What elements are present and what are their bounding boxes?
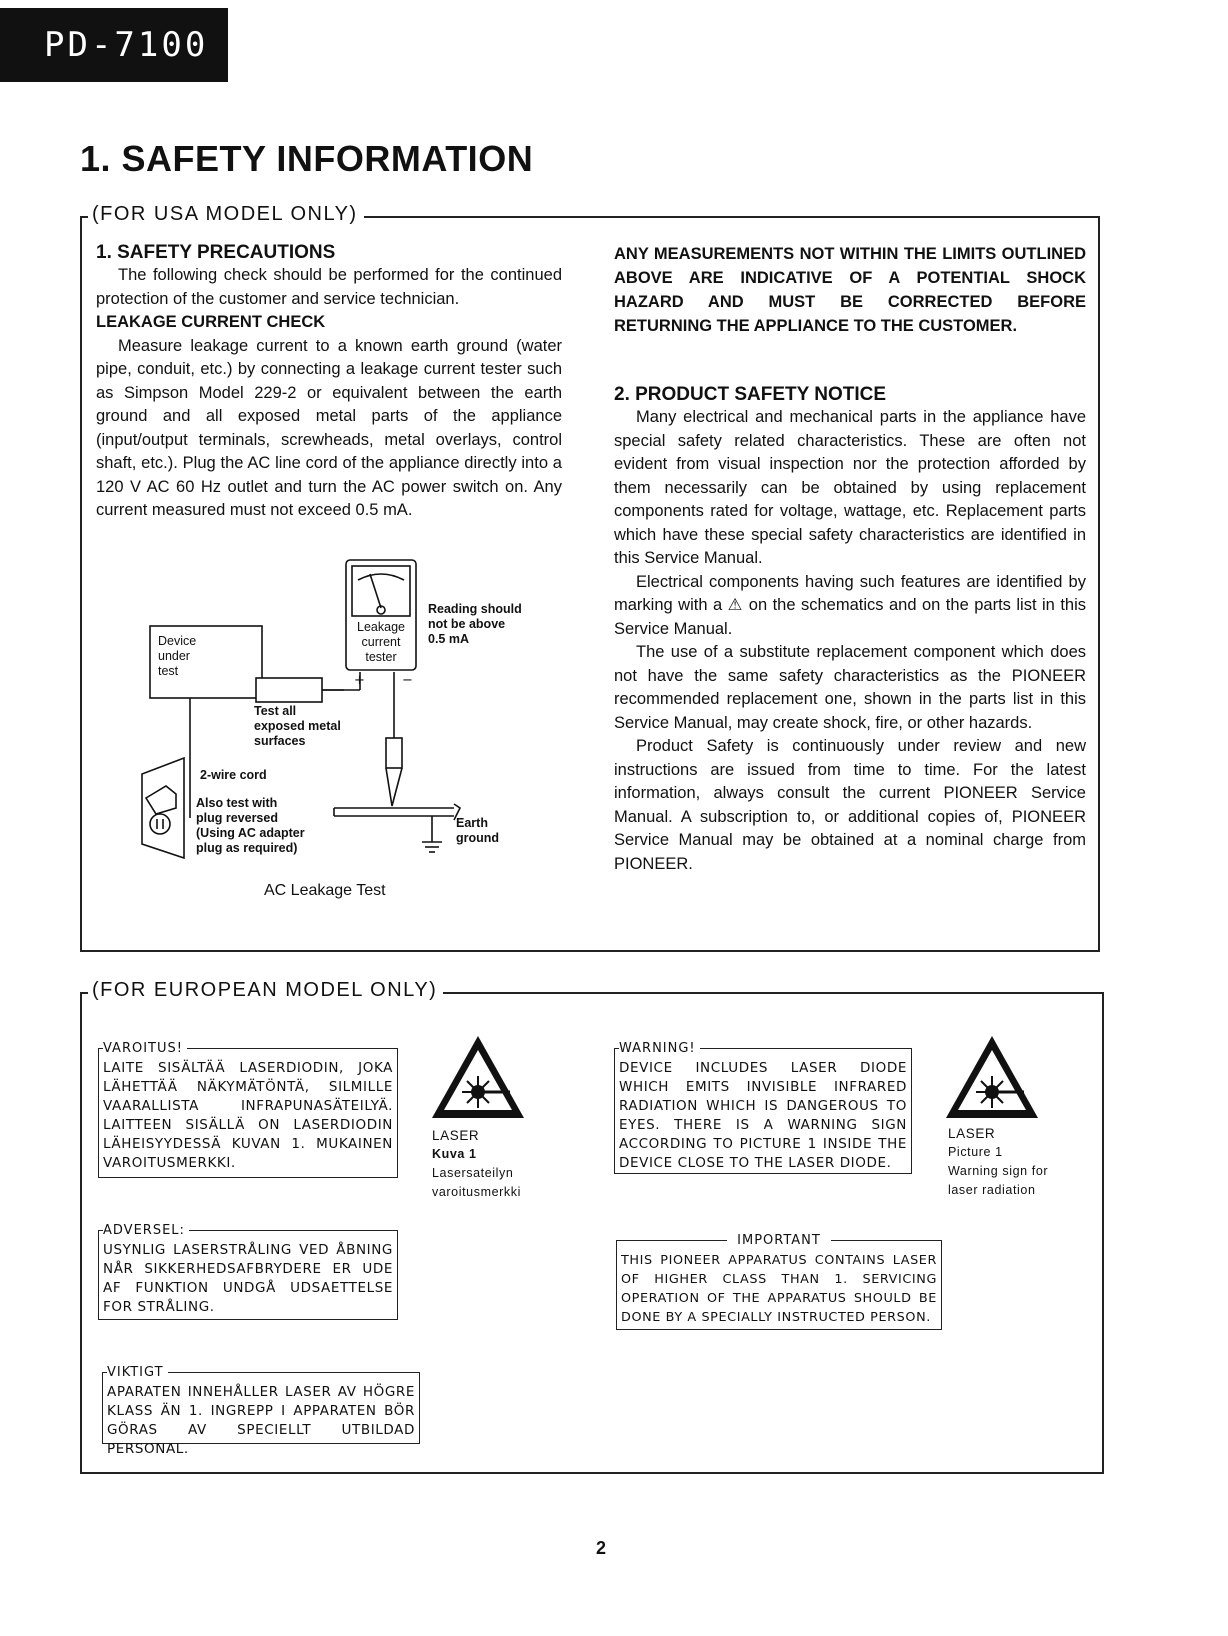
- adversel-notice: [98, 1223, 398, 1320]
- product-safety-p2: Electrical components having such features are identified by marking with a ⚠ on the schematics and on the parts list in this Service Manual.: [614, 572, 1086, 638]
- device-under-test-label: Device under test: [158, 634, 197, 678]
- ground-clip: [386, 738, 402, 768]
- diagram-caption: AC Leakage Test: [264, 882, 386, 899]
- leakage-check-heading: LEAKAGE CURRENT CHECK: [96, 313, 326, 331]
- safety-precautions: [96, 242, 562, 523]
- meter-needle: [370, 574, 381, 608]
- product-safety-p3: The use of a substitute replacement component which does not have the same safety characteristics as the PIONEER recommended replacement one, shown in the parts list in this Service Manual, may create shock, fire, or other hazards.: [614, 643, 1086, 732]
- laser-label-fi: [432, 1126, 521, 1202]
- shock-hazard-warning: ANY MEASUREMENTS NOT WITHIN THE LIMITS OUTLINED ABOVE ARE INDICATIVE OF A POTENTIAL SHOCK HAZARD AND MUST BE CORRECTED BEFORE RETURNING THE APPLIANCE TO THE CUSTOMER.: [614, 245, 1086, 335]
- product-safety-p4: Product Safety is continuously under review and new instructions are issued from time to time. For the latest information, always consult the current PIONEER Service Manual. A subscription to, or additional copies of, PIONEER Service Manual may be obtained at a nominal charge from PIONEER.: [614, 737, 1086, 873]
- product-safety-p1: Many electrical and mechanical parts in the appliance have special safety related characteristics. These are often not evident from visual inspection nor the protection afforded by them necessarily can be obtained by using replacement components rated for voltage, wattage, etc. Replacement parts which have these special safety characteristics are identified in this Service Manual.: [614, 408, 1086, 567]
- adversel-text: USYNLIG LASERSTRÅLING VED ÅBNING NÅR SIKKERHEDSAFBRYDERE ER UDE AF FUNKTION UNDGÅ UDSAETTELSE FOR STRÅLING.: [103, 1242, 393, 1315]
- important-notice: [616, 1233, 942, 1330]
- important-title: IMPORTANT: [727, 1233, 831, 1248]
- leakage-tester-label: Leakage current tester: [357, 620, 405, 664]
- model-badge: PD-7100: [0, 8, 228, 82]
- varoitus-text: LAITE SISÄLTÄÄ LASERDIODIN, JOKA LÄHETTÄÄ NÄKYMÄTÖNTÄ, SILMILLE VAARALLISTA INFRAPUNASÄTEILYÄ. LAITTEEN SISÄLLÄ ON LASERDIODIN LÄHEISYYDESSÄ KUVAN 1. MUKAINEN VAROITUSMERKKI.: [103, 1060, 393, 1171]
- product-safety-heading: 2. PRODUCT SAFETY NOTICE: [614, 384, 887, 405]
- laser-fi-line3: Lasersateilyn: [432, 1166, 514, 1180]
- laser-en-line3: Warning sign for: [948, 1164, 1049, 1178]
- tester-minus-sign: −: [402, 673, 413, 688]
- leakage-check-text: Measure leakage current to a known earth ground (water pipe, conduit, etc.) by connecting a leakage current tester such as Simpson Model 229-2 or equivalent between the earth ground and all exposed metal parts of the appliance (input/output terminals, screwheads, metal overlays, control shaft, etc.). Plug the AC line cord of the appliance directly into a 120 V AC 60 Hz outlet and turn the AC power switch on. Any current measured must not exceed 0.5 mA.: [96, 336, 562, 519]
- usa-section: [80, 203, 1100, 952]
- plug-icon: [146, 786, 176, 814]
- laser-label-en: [948, 1124, 1048, 1200]
- europe-section: [80, 979, 1104, 1474]
- viktigt-text: APARATEN INNEHÅLLER LASER AV HÖGRE KLASS ÄN 1. INGREPP I APPARATEN BÖR GÖRAS AV SPECIELLT UTBILDAD PERSONAL.: [107, 1384, 415, 1457]
- meter-scale: [358, 574, 404, 580]
- two-wire-cord-label: 2-wire cord: [200, 768, 267, 782]
- outlet-socket: [150, 814, 170, 834]
- test-probe: [256, 678, 322, 702]
- ground-clip-tip: [386, 768, 402, 806]
- laser-fi-line2: Kuva 1: [432, 1147, 477, 1161]
- varoitus-notice: [98, 1041, 398, 1178]
- safety-precautions-heading: 1. SAFETY PRECAUTIONS: [96, 242, 336, 263]
- reading-should-label: Reading should not be above 0.5 mA: [428, 602, 522, 646]
- tester-plus-sign: +: [354, 673, 365, 688]
- usa-section-legend: (FOR USA MODEL ONLY): [88, 203, 364, 226]
- warning-title: WARNING!: [619, 1039, 700, 1058]
- viktigt-notice: [102, 1365, 420, 1457]
- important-text: THIS PIONEER APPARATUS CONTAINS LASER OF HIGHER CLASS THAN 1. SERVICING OPERATION OF THE APPARATUS SHOULD BE DONE BY A SPECIALLY INSTRUCTED PERSON.: [621, 1253, 937, 1325]
- europe-section-legend: (FOR EUROPEAN MODEL ONLY): [88, 979, 443, 1002]
- laser-warning-icon: [944, 1034, 1040, 1120]
- also-test-label: Also test with plug reversed (Using AC adapter plug as required): [196, 796, 305, 855]
- warning-text: DEVICE INCLUDES LASER DIODE WHICH EMITS INVISIBLE INFRARED RADIATION WHICH IS DANGEROUS TO EYES. THERE IS A WARNING SIGN ACCORDING TO PICTURE 1 INSIDE THE DEVICE CLOSE TO THE LASER DIODE.: [619, 1060, 907, 1171]
- warning-notice: [614, 1041, 912, 1174]
- adversel-title: ADVERSEL:: [103, 1221, 189, 1240]
- earth-ground-label: Earth ground: [456, 816, 500, 845]
- varoitus-title: VAROITUS!: [103, 1039, 187, 1058]
- laser-fi-line4: varoitusmerkki: [432, 1185, 521, 1199]
- laser-en-line1: LASER: [948, 1126, 996, 1141]
- laser-warning-icon: [430, 1034, 526, 1120]
- laser-en-line4: laser radiation: [948, 1183, 1036, 1197]
- viktigt-title: VIKTIGT: [107, 1363, 168, 1382]
- wall-outlet: [142, 758, 184, 858]
- laser-fi-line1: LASER: [432, 1128, 480, 1143]
- page-title: 1. SAFETY INFORMATION: [80, 138, 534, 179]
- page-number: 2: [596, 1538, 607, 1558]
- safety-precautions-intro: The following check should be performed for the continued protection of the customer and service technician.: [96, 266, 562, 308]
- ac-leakage-diagram: [132, 558, 592, 878]
- test-all-label: Test all exposed metal surfaces: [254, 704, 341, 748]
- right-column: [614, 242, 1086, 876]
- laser-en-line2: Picture 1: [948, 1145, 1003, 1159]
